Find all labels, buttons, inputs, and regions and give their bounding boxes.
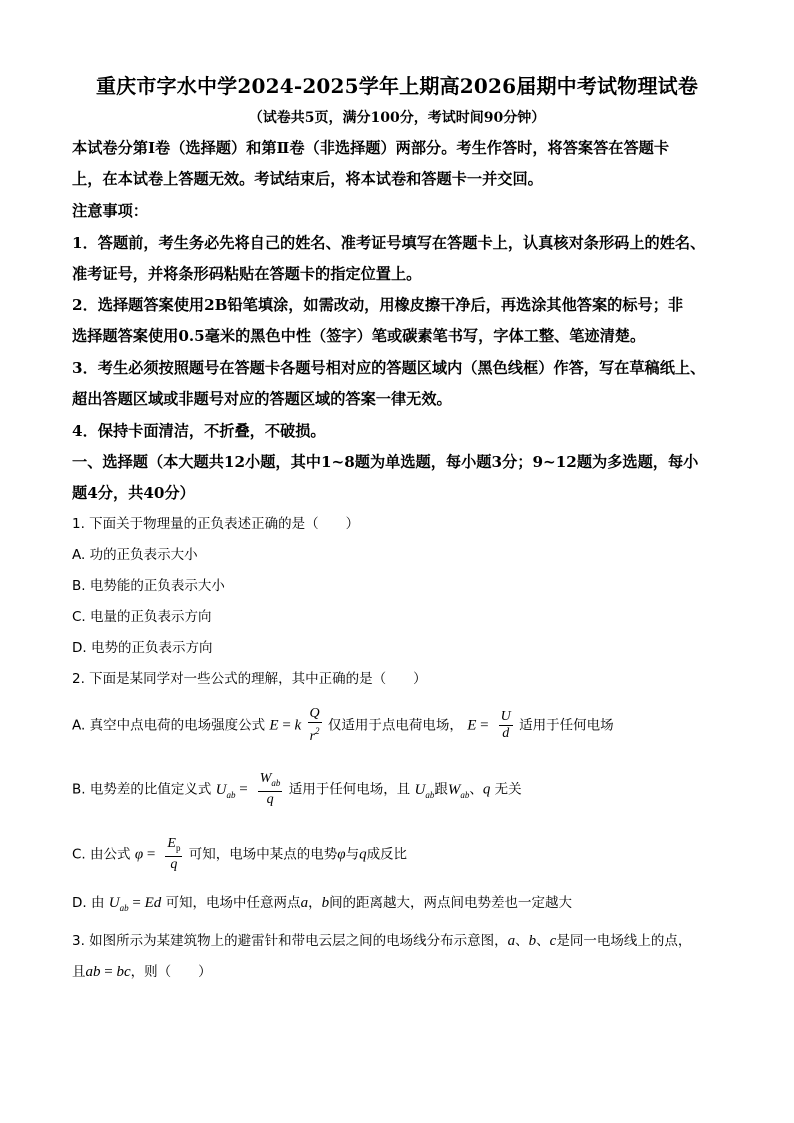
formula-uniform-field: E: [467, 717, 477, 734]
note-2-line-1: 2．选择题答案使用2B铅笔填涂，如需改动，用橡皮擦干净后，再选涂其他答案的标号；非: [72, 296, 684, 314]
fraction-q-over-r2: $\frac{Q}{r^2}$: [309, 706, 320, 744]
fraction-ep-over-q: $\frac{E_p}{q}$: [167, 836, 181, 872]
note-3-line-2: 超出答题区域或非题号对应的答题区域的答案一律无效。: [72, 390, 452, 408]
question-2-option-a: A. 真空中点电荷的电场强度公式 E = k $\frac{Q}{r^2}$ 仅适用于点电荷电场， E = $\frac{U}{d}$ 适用于任何电场: [72, 706, 614, 744]
note-2-line-2: 选择题答案使用0.5毫米的黑色中性（签字）笔或碳素笔书写，字体工整、笔迹清楚。: [72, 327, 646, 345]
intro-line-1: 本试卷分第Ⅰ卷（选择题）和第Ⅱ卷（非选择题）两部分。考生作答时，将答案答在答题卡: [72, 139, 670, 157]
formula-u-equals-ed: $U_{ab}$: [108, 895, 129, 913]
section-heading-line-1: 一、选择题（本大题共12小题，其中1~8题为单选题，每小题3分；9~12题为多选题，每小: [72, 453, 699, 471]
question-3-line-1: 3. 如图所示为某建筑物上的避雷针和带电云层之间的电场线分布示意图，a、b、c是同一电场线上的点，: [72, 933, 692, 949]
note-1-line-1: 1．答题前，考生务必先将自己的姓名、准考证号填写在答题卡上，认真核对条形码上的姓名、: [72, 234, 706, 252]
question-1-option-d: D. 电势的正负表示方向: [72, 640, 213, 656]
fraction-u-over-d: $\frac{U}{d}$: [500, 709, 511, 741]
question-1-option-a: A. 功的正负表示大小: [72, 547, 198, 563]
question-2-option-b: B. 电势差的比值定义式 $U_{ab}$ = $\frac{W_{ab}}{q}$ 适用于任何电场，且 $U_{ab}$跟$W_{ab}$、q 无关: [72, 771, 522, 807]
exam-title: 重庆市字水中学2024-2025学年上期高2026届期中考试物理试卷: [95, 74, 699, 98]
note-4: 4．保持卡面清洁，不折叠，不破损。: [72, 422, 326, 440]
question-2-option-d: D. 由 $U_{ab} = Ed$ 可知，电场中任意两点a，b间的距离越大，两点间电势差也一定越大: [72, 895, 573, 913]
question-1-stem: 1. 下面关于物理量的正负表述正确的是（ ）: [72, 516, 360, 532]
section-heading-line-2: 题4分，共40分）: [72, 484, 195, 502]
exam-subtitle: （试卷共5页，满分100分，考试时间90分钟）: [248, 110, 546, 126]
question-1-option-b: B. 电势能的正负表示大小: [72, 578, 225, 594]
formula-point-charge-field: E: [269, 717, 279, 734]
intro-line-2: 上，在本试卷上答题无效。考试结束后，将本试卷和答题卡一并交回。: [72, 170, 543, 188]
question-2-option-c: C. 由公式 φ = $\frac{E_p}{q}$ 可知，电场中某点的电势φ与q成反比: [72, 836, 408, 872]
question-3-line-2: 且ab = bc，则（ ）: [72, 964, 212, 980]
note-3-line-1: 3．考生必须按照题号在答题卡各题号相对应的答题区域内（黑色线框）作答，写在草稿纸上、: [72, 359, 706, 377]
formula-potential-difference: $U_{ab}$: [215, 781, 236, 800]
formula-ab-equals-bc: ab: [85, 964, 101, 980]
note-1-line-2: 准考证号，并将条形码粘贴在答题卡的指定位置上。: [72, 265, 422, 283]
fraction-w-over-q: $\frac{W_{ab}}{q}$: [259, 771, 281, 807]
formula-electric-potential: φ: [134, 846, 144, 863]
question-2-stem: 2. 下面是某同学对一些公式的理解，其中正确的是（ ）: [72, 671, 427, 687]
question-1-option-c: C. 电量的正负表示方向: [72, 609, 212, 625]
notes-heading: 注意事项：: [72, 202, 148, 220]
